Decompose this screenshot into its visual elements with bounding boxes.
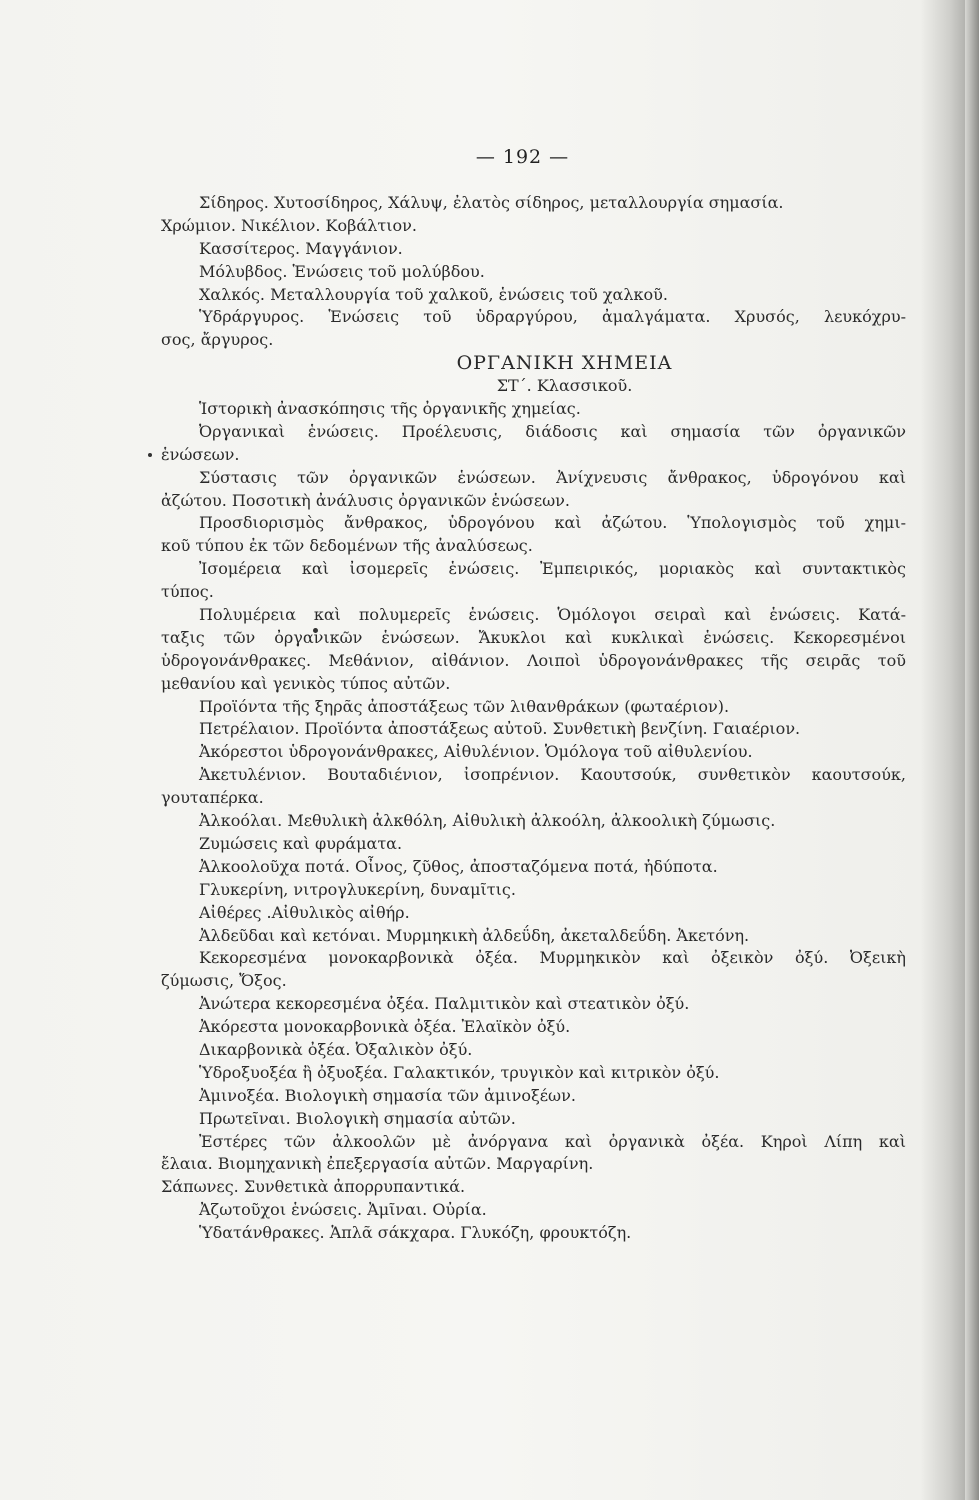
text-line: Προϊόντα τῆς ξηρᾶς ἀποστάξεως τῶν λιθανθράκων (φωταέριον). [199, 696, 730, 716]
text-line: Προσδιορισμὸς ἄνθρακος, ὑδρογόνου καὶ ἀζώτου. Ὑπολογισμὸς τοῦ χημι- [199, 513, 906, 533]
text-line: ζύμωσις, Ὄξος. [161, 971, 287, 991]
text-line: Ἰσομέρεια καὶ ἰσομερεῖς ἑνώσεις. Ἐμπειρικός, μοριακὸς καὶ συντακτικὸς [199, 559, 906, 579]
text-line: κοῦ τύπου ἐκ τῶν δεδομένων τῆς ἀναλύσεως. [161, 536, 533, 556]
text-line: Ἀλδεῦδαι καὶ κετόναι. Μυρμηκικὴ ἀλδεΰδη, ἀκεταλδεΰδη. Ἀκετόνη. [199, 925, 750, 945]
text-line: Πετρέλαιον. Προϊόντα ἀποστάξεως αὐτοῦ. Συνθετικὴ βενζίνη. Γαιαέριον. [199, 719, 801, 739]
text-line: Ὑδράργυρος. Ἑνώσεις τοῦ ὑδραργύρου, ἀμαλγάματα. Χρυσός, λευκόχρυ- [199, 307, 906, 327]
text-line: Ἐστέρες τῶν ἀλκοολῶν μὲ ἀνόργανα καὶ ὀργανικὰ ὀξέα. Κηροὶ Λίπη καὶ [199, 1131, 906, 1151]
text-line: Ἱστορικὴ ἀνασκόπησις τῆς ὀργανικῆς χημείας. [199, 399, 581, 419]
text-line: ἀζώτου. Ποσοτικὴ ἀνάλυσις ὀργανικῶν ἑνώσεων. [161, 490, 570, 510]
class-subheading: ΣΤ΄. Κλασσικοῦ. [496, 376, 633, 396]
text-line: Χρώμιον. Νικέλιον. Κοβάλτιον. [161, 215, 417, 235]
text-line: Ἀλκοολοῦχα ποτά. Οἶνος, ζῦθος, ἀποσταζόμενα ποτά, ἡδύποτα. [199, 856, 718, 876]
text-line: Ζυμώσεις καὶ φυράματα. [199, 833, 403, 853]
section-heading: ΟΡΓΑΝΙΚΗ ΧΗΜΕΙΑ [456, 352, 673, 375]
text-line: Ἀλκοόλαι. Μεθυλικὴ ἀλκθόλη, Αἰθυλικὴ ἀλκοόλη, ἀλκοολικὴ ζύμωσις. [199, 811, 776, 831]
text-line: Κεκορεσμένα μονοκαρβονικὰ ὀξέα. Μυρμηκικὸν καὶ ὀξεικὸν ὀξύ. Ὀξεικὴ [199, 948, 906, 968]
text-line: μεθανίου καὶ γενικὸς τύπος αὐτῶν. [161, 673, 451, 693]
text-line: Μόλυβδος. Ἑνώσεις τοῦ μολύβδου. [199, 261, 485, 281]
page-edge-shadow [965, 0, 979, 1500]
syllabus-text [161, 192, 906, 1245]
text-line: Πρωτεῖναι. Βιολογικὴ σημασία αὐτῶν. [199, 1108, 516, 1128]
text-line: Ὑδατάνθρακες. Ἁπλᾶ σάκχαρα. Γλυκόζη, φρουκτόζη. [199, 1223, 632, 1243]
text-line: Ἀκετυλένιον. Βουταδιένιον, ἰσοπρένιον. Καουτσούκ, συνθετικὸν καουτσούκ, [199, 765, 906, 785]
text-line: ὑδρογονάνθρακες. Μεθάνιον, αἰθάνιον. Λοιποὶ ὑδρογονάνθρακες τῆς σειρᾶς τοῦ [161, 650, 906, 670]
text-line: Αἰθέρες .Αἰθυλικὸς αἰθήρ. [199, 902, 410, 922]
text-line: Γλυκερίνη, νιτρογλυκερίνη, δυναμῖτις. [199, 879, 516, 899]
text-line: Σύστασις τῶν ὀργανικῶν ἑνώσεων. Ἀνίχνευσις ἄνθρακος, ὑδρογόνου καὶ [199, 467, 906, 487]
text-line: Ἀμινοξέα. Βιολογικὴ σημασία τῶν ἀμινοξέων. [199, 1085, 576, 1105]
text-line: ταξις τῶν ὀργανικῶν ἑνώσεων. Ἄκυκλοι καὶ κυκλικαὶ ἑνώσεις. Κεκορεσμένοι [161, 627, 906, 647]
text-line: σος, ἄργυρος. [161, 330, 274, 350]
text-line: Ἀζωτοῦχοι ἑνώσεις. Ἀμῖναι. Οὐρία. [199, 1200, 487, 1220]
text-line: Δικαρβονικὰ ὀξέα. Ὀξαλικὸν ὀξύ. [199, 1039, 473, 1059]
text-line: Σίδηρος. Χυτοσίδηρος, Χάλυψ, ἐλατὸς σίδηρος, μεταλλουργία σημασία. [199, 193, 784, 212]
text-line: Χαλκός. Μεταλλουργία τοῦ χαλκοῦ, ἑνώσεις τοῦ χαλκοῦ. [199, 284, 668, 304]
text-line: Ἀνώτερα κεκορεσμένα ὀξέα. Παλμιτικὸν καὶ στεατικὸν ὀξύ. [199, 994, 690, 1014]
text-line: Ὀργανικαὶ ἑνώσεις. Προέλευσις, διάδοσις καὶ σημασία τῶν ὀργανικῶν [199, 421, 906, 441]
print-speck [148, 453, 152, 457]
text-line: ἔλαια. Βιομηχανικὴ ἐπεξεργασία αὐτῶν. Μαργαρίνη. [161, 1154, 594, 1174]
text-line: Πολυμέρεια καὶ πολυμερεῖς ἑνώσεις. Ὁμόλογοι σειραὶ καὶ ἑνώσεις. Κατά- [199, 605, 906, 625]
text-line: Ἀκόρεστα μονοκαρβονικὰ ὀξέα. Ἐλαϊκὸν ὀξύ. [199, 1017, 571, 1037]
text-line: ἑνώσεων. [161, 444, 240, 464]
text-line: γουταπέρκα. [161, 788, 264, 808]
text-line: Κασσίτερος. Μαγγάνιον. [199, 238, 403, 258]
text-line: Σάπωνες. Συνθετικὰ ἀπορρυπαντικά. [161, 1177, 466, 1197]
text-line: τύπος. [161, 582, 214, 602]
text-line: Ἀκόρεστοι ὑδρογονάνθρακες, Αἰθυλένιον. Ὁμόλογα τοῦ αἰθυλενίου. [199, 742, 753, 762]
page-number: — 192 — [475, 146, 570, 168]
text-line: Ὑδροξυοξέα ἢ ὀξυοξέα. Γαλακτικόν, τρυγικὸν καὶ κιτρικὸν ὀξύ. [199, 1062, 720, 1082]
